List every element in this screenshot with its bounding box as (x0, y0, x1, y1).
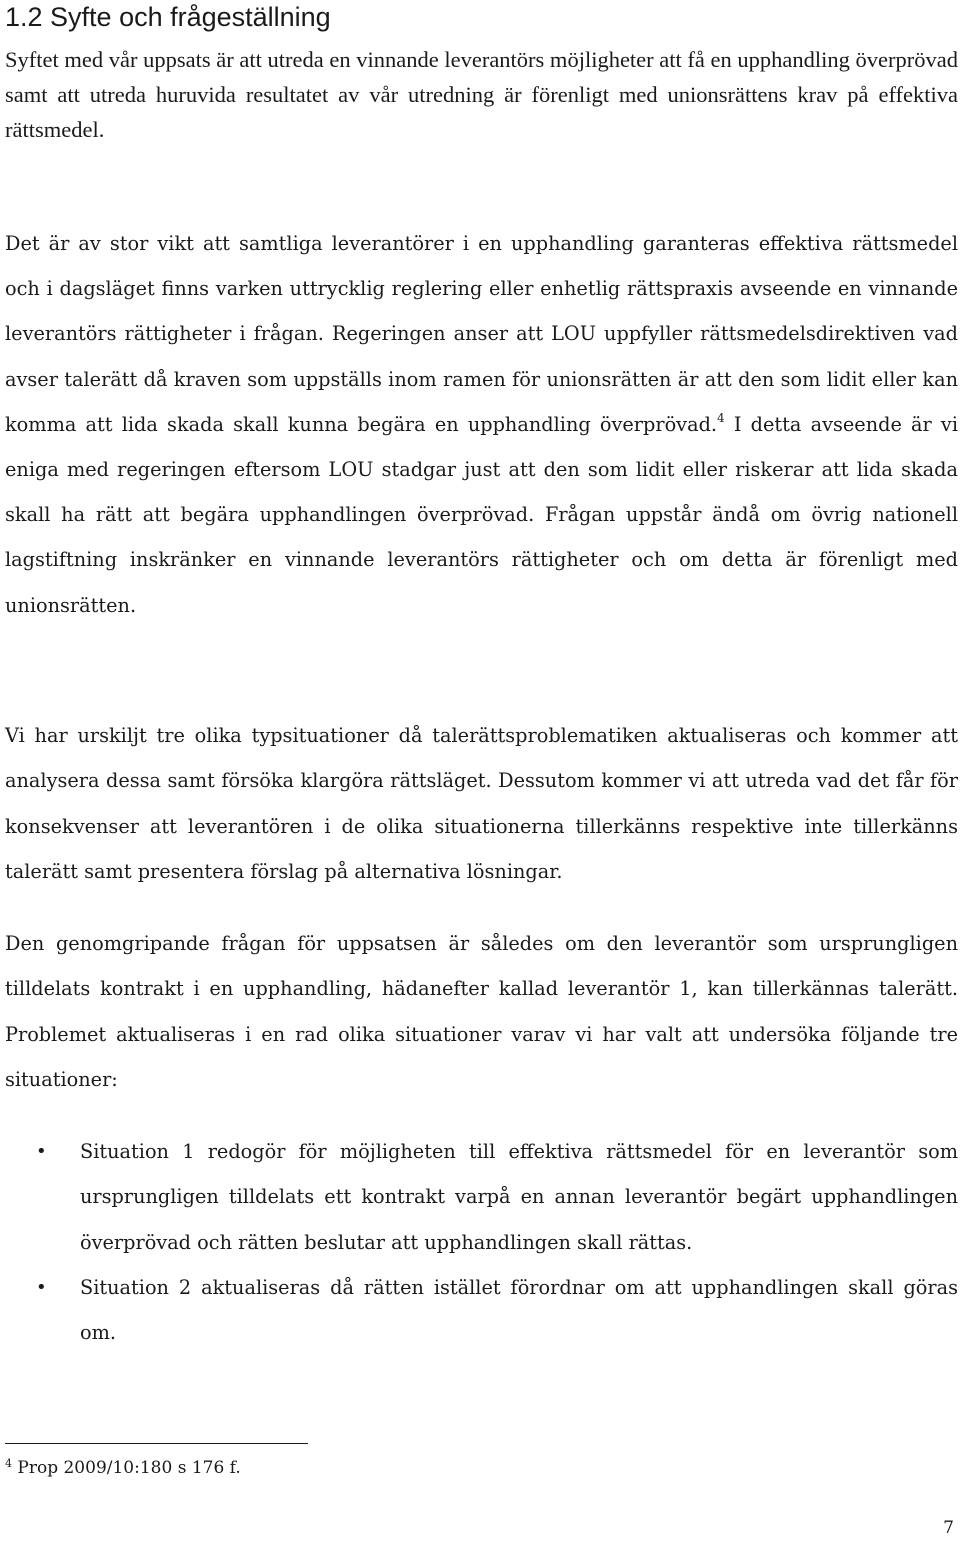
paragraph-main-question: Den genomgripande frågan för uppsatsen är således om den leverantör som ursprungligen tilldelats kontrakt i en upphandling, hädanefter kallad leverantör 1, kan tillerkännas talerätt. Problemet aktualiseras i en rad olika situationer varav vi har valt att undersöka följande tre situationer: (5, 932, 958, 1091)
footnote-separator (5, 1443, 308, 1444)
footnote-number: 4 (5, 1457, 12, 1470)
bullet-icon: • (36, 1141, 47, 1162)
section-heading: 1.2 Syfte och frågeställning (5, 2, 331, 32)
paragraph-background-text-1: Det är av stor vikt att samtliga leverantörer i en upphandling garanteras effektiva rättsmedel och i dagsläget finns varken uttrycklig reglering eller enhetlig rättspraxis avseende en vinnande leverantörs rättigheter i frågan. Regeringen anser att LOU uppfyller rättsmedelsdirektiven vad avser talerätt då kraven som uppställs inom ramen för unionsrätten är att den som lidit eller kan komma att lida skada skall kunna begära en upphandling överprövad. (5, 232, 958, 436)
page-number: 7 (943, 1518, 954, 1538)
footnote-text: Prop 2009/10:180 s 176 f. (12, 1458, 241, 1478)
situation-list (0, 1129, 960, 1355)
bullet-icon: • (36, 1276, 47, 1298)
footnote (5, 1455, 241, 1481)
list-item (0, 1129, 960, 1265)
list-item-text: Situation 1 redogör för möjligheten till effektiva rättsmedel för en leverantör som ursprungligen tilldelats ett kontrakt varpå en annan leverantör begärt upphandlingen överprövad och rätten beslutar att upphandlingen skall rättas. (80, 1140, 958, 1254)
paragraph-method: Vi har urskiljt tre olika typsituationer då talerättsproblematiken aktualiseras och kommer att analysera dessa samt försöka klargöra rättsläget. Dessutom kommer vi att utreda vad det får för konsekvenser att leverantören i de olika situationerna tillerkänns respektive inte tillerkänns talerätt samt presentera förslag på alternativa lösningar. (5, 724, 958, 883)
paragraph-background-text-2: I detta avseende är vi eniga med regeringen eftersom LOU stadgar just att den som lidit eller riskerar att lida skada skall ha rätt att begära upphandlingen överprövad. Frågan uppstår ändå om övrig nationell lagstiftning inskränker en vinnande leverantörs rättigheter och om detta är förenligt med unionsrätten. (5, 412, 958, 617)
paragraph-background (5, 221, 958, 628)
list-item (0, 1265, 960, 1356)
paragraph-purpose: Syftet med vår uppsats är att utreda en vinnande leverantörs möjligheter att få en upphandling överprövad samt att utreda huruvida resultatet av vår utredning är förenligt med unionsrättens krav på effektiva rättsmedel. (5, 47, 958, 142)
footnote-reference: 4 (717, 410, 725, 425)
list-item-text: Situation 2 aktualiseras då rätten istället förordnar om att upphandlingen skall göras om. (80, 1275, 958, 1345)
